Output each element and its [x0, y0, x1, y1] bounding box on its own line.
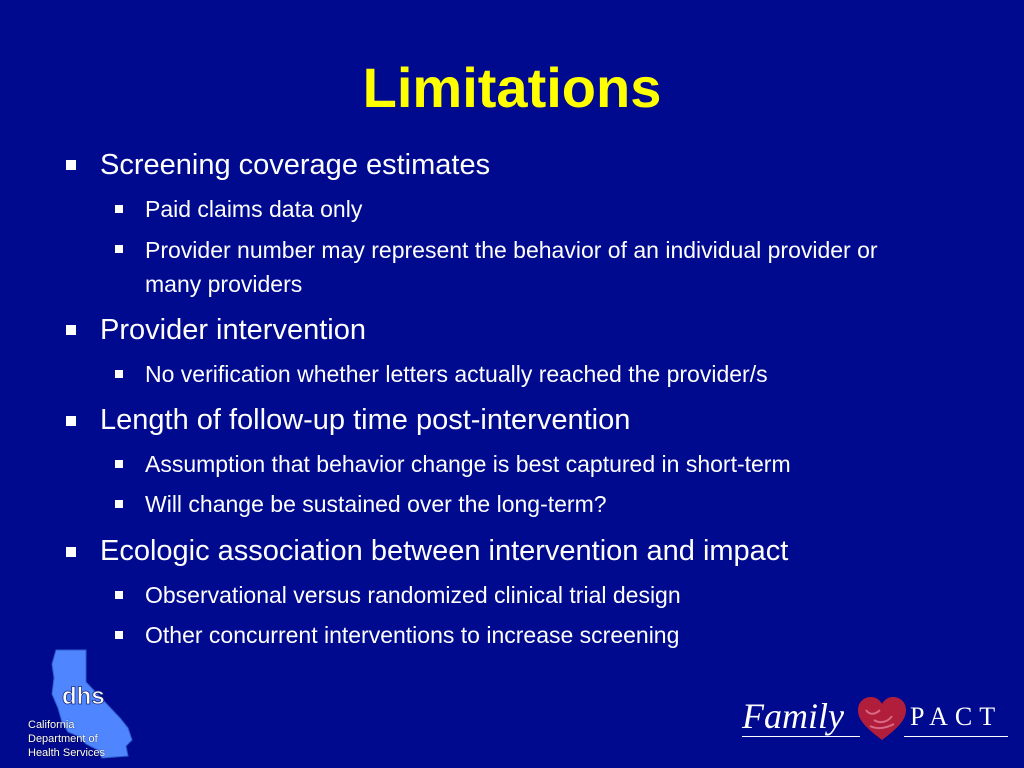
sub-bullet-item: Assumption that behavior change is best captured in short-term — [145, 451, 791, 477]
sub-bullet-item: Other concurrent interventions to increase screening — [145, 622, 680, 648]
bullet-item: Length of follow-up time post-intervention — [100, 404, 631, 436]
bullet-marker — [66, 416, 76, 426]
bullet-item: Provider intervention — [100, 314, 366, 346]
bullet-item: Ecologic association between intervention and impact — [100, 535, 789, 567]
dhs-caption-line: California — [28, 719, 75, 731]
family-text: Family — [742, 696, 844, 736]
sub-bullet-item: Paid claims data only — [145, 196, 363, 222]
sub-bullet-marker — [115, 500, 123, 508]
bullet-marker — [66, 547, 76, 557]
dhs-caption — [28, 718, 105, 760]
sub-bullet-marker — [115, 460, 123, 468]
sub-bullet-marker — [115, 591, 123, 599]
sub-bullet-marker — [115, 370, 123, 378]
sub-bullet-marker — [115, 245, 123, 253]
bullet-marker — [66, 160, 76, 170]
logo-rule — [742, 736, 860, 737]
sub-bullet-item: Provider number may represent the behavior of an individual provider or many providers — [145, 237, 878, 297]
sub-bullet-marker — [115, 205, 123, 213]
dhs-mark: dhs — [62, 683, 105, 710]
logo-rule — [904, 736, 1008, 737]
slide-title: Limitations — [362, 56, 662, 119]
sub-bullet-item: No verification whether letters actually reached the provider/s — [145, 361, 768, 387]
sub-bullet-item: Observational versus randomized clinical trial design — [145, 582, 681, 608]
dhs-caption-line: Department of — [28, 733, 98, 745]
sub-bullet-marker — [115, 631, 123, 639]
bullet-marker — [66, 325, 76, 335]
heart-icon — [856, 696, 908, 744]
dhs-caption-line: Health Services — [28, 747, 106, 759]
family-pact-logo — [742, 696, 1010, 746]
sub-bullet-item: Will change be sustained over the long-term? — [145, 491, 607, 517]
pact-text: PACT — [910, 702, 1003, 731]
bullet-item: Screening coverage estimates — [100, 149, 491, 181]
